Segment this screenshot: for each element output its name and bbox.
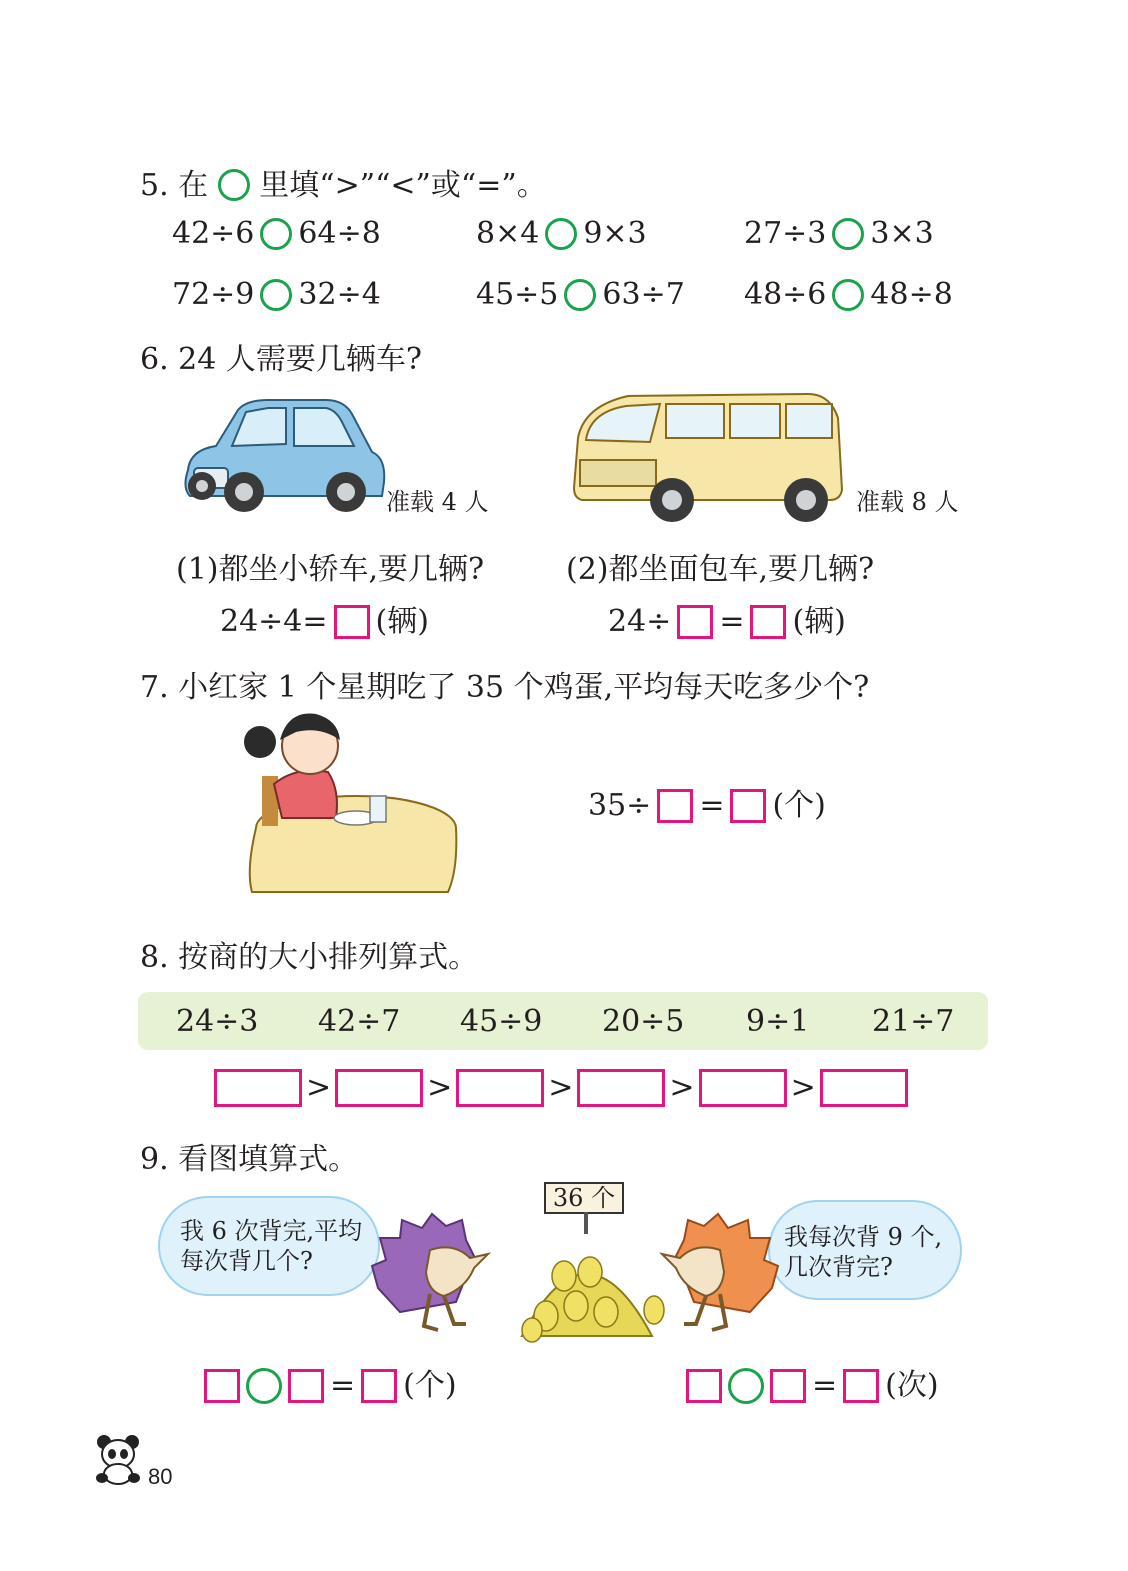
- compare-circle-input[interactable]: [260, 279, 292, 311]
- greater-than-sign: >: [306, 1070, 332, 1105]
- q6-eq1-prefix: 24÷4=: [220, 604, 328, 639]
- ordering-box[interactable]: [456, 1069, 544, 1107]
- unit-label: (辆): [375, 604, 429, 639]
- q6-sub2: (2)都坐面包车,要几辆?: [566, 552, 875, 587]
- answer-box[interactable]: [677, 605, 713, 639]
- equals-sign: =: [330, 1368, 356, 1403]
- compare-circle-input[interactable]: [832, 218, 864, 250]
- greater-than-sign: >: [790, 1070, 816, 1105]
- purple-hedgehog-illustration: [370, 1212, 496, 1334]
- q5-item-1: [172, 214, 381, 254]
- speech-line: 我 6 次背完,平均: [180, 1217, 363, 1245]
- page-number: 80: [148, 1464, 173, 1489]
- q5-item-right: 32÷4: [298, 277, 381, 312]
- answer-box[interactable]: [730, 789, 766, 823]
- q5-item-right: 48÷8: [870, 277, 953, 312]
- speech-line: 每次背几个?: [180, 1247, 313, 1275]
- q6-sub1: (1)都坐小轿车,要几辆?: [176, 552, 485, 587]
- ordering-box[interactable]: [820, 1069, 908, 1107]
- speech-text-left: [180, 1216, 362, 1276]
- ordering-box[interactable]: [214, 1069, 302, 1107]
- unit-label: (个): [403, 1368, 457, 1403]
- compare-circle-input[interactable]: [545, 218, 577, 250]
- q5-item-right: 63÷7: [602, 277, 685, 312]
- orange-hedgehog-illustration: [652, 1212, 780, 1334]
- unit-label: (辆): [792, 604, 846, 639]
- compare-circle-input[interactable]: [564, 279, 596, 311]
- greater-than-sign: >: [427, 1070, 453, 1105]
- pear-pile-illustration: [506, 1212, 666, 1344]
- circle-icon: [218, 169, 250, 201]
- answer-box[interactable]: [204, 1369, 240, 1403]
- operator-circle-input[interactable]: [246, 1368, 282, 1404]
- compare-circle-input[interactable]: [832, 279, 864, 311]
- answer-box[interactable]: [750, 605, 786, 639]
- ordering-box[interactable]: [577, 1069, 665, 1107]
- operator-circle-input[interactable]: [728, 1368, 764, 1404]
- expression: 21÷7: [872, 1004, 955, 1039]
- q6-eq2-prefix: 24÷: [608, 604, 672, 639]
- ordering-box[interactable]: [335, 1069, 423, 1107]
- expression-bar: [138, 992, 988, 1050]
- q5-item-6: [744, 275, 953, 315]
- q5-item-left: 42÷6: [172, 216, 255, 251]
- q5-item-3: [744, 214, 934, 254]
- q5-item-right: 3×3: [870, 216, 934, 251]
- compare-circle-input[interactable]: [260, 218, 292, 250]
- unit-label: (个): [772, 788, 826, 823]
- q5-item-left: 8×4: [476, 216, 540, 251]
- answer-box[interactable]: [843, 1369, 879, 1403]
- expression: 45÷9: [460, 1004, 543, 1039]
- equals-sign: =: [699, 788, 725, 823]
- q5-title-suffix: 里填“>”“<”或“=”。: [259, 168, 547, 203]
- equals-sign: =: [812, 1368, 838, 1403]
- girl-eating-illustration: [236, 700, 462, 900]
- q7-title: 7. 小红家 1 个星期吃了 35 个鸡蛋,平均每天吃多少个?: [140, 670, 870, 705]
- expression: 20÷5: [602, 1004, 685, 1039]
- expression: 42÷7: [318, 1004, 401, 1039]
- panda-icon: [92, 1432, 144, 1486]
- greater-than-sign: >: [548, 1070, 574, 1105]
- q5-item-left: 48÷6: [744, 277, 827, 312]
- answer-box[interactable]: [686, 1369, 722, 1403]
- q9-equation-left: [204, 1366, 457, 1406]
- q9-equation-right: [686, 1366, 939, 1406]
- car-capacity-label: 准载 4 人: [386, 488, 489, 516]
- q5-item-2: [476, 214, 647, 254]
- answer-box[interactable]: [361, 1369, 397, 1403]
- expression: 9÷1: [746, 1004, 810, 1039]
- equals-sign: =: [719, 604, 745, 639]
- q5-item-right: 9×3: [583, 216, 647, 251]
- speech-text-right: [784, 1222, 942, 1282]
- answer-box[interactable]: [288, 1369, 324, 1403]
- unit-label: (次): [885, 1368, 939, 1403]
- q5-item-right: 64÷8: [298, 216, 381, 251]
- q7-eq-prefix: 35÷: [588, 788, 652, 823]
- answer-box[interactable]: [770, 1369, 806, 1403]
- q5-item-left: 72÷9: [172, 277, 255, 312]
- q5-item-4: [172, 275, 381, 315]
- ordering-row: [214, 1068, 908, 1108]
- q7-equation: [588, 786, 826, 826]
- q6-equation-1: [220, 602, 429, 642]
- van-illustration: [568, 388, 848, 528]
- ordering-box[interactable]: [699, 1069, 787, 1107]
- q5-item-5: [476, 275, 685, 315]
- pear-count-sign: 36 个: [544, 1182, 624, 1214]
- q5-item-left: 45÷5: [476, 277, 559, 312]
- q5-title-prefix: 5. 在: [140, 168, 209, 203]
- van-capacity-label: 准载 8 人: [856, 488, 959, 516]
- q6-equation-2: [608, 602, 846, 642]
- q8-title: 8. 按商的大小排列算式。: [140, 940, 479, 975]
- q5-title: [140, 166, 547, 206]
- greater-than-sign: >: [669, 1070, 695, 1105]
- q6-title: 6. 24 人需要几辆车?: [140, 342, 422, 377]
- q5-item-left: 27÷3: [744, 216, 827, 251]
- answer-box[interactable]: [657, 789, 693, 823]
- car-illustration: [176, 392, 390, 526]
- q9-title: 9. 看图填算式。: [140, 1142, 359, 1177]
- speech-line: 几次背完?: [784, 1253, 893, 1281]
- expression: 24÷3: [176, 1004, 259, 1039]
- answer-box[interactable]: [334, 605, 370, 639]
- speech-line: 我每次背 9 个,: [784, 1223, 943, 1251]
